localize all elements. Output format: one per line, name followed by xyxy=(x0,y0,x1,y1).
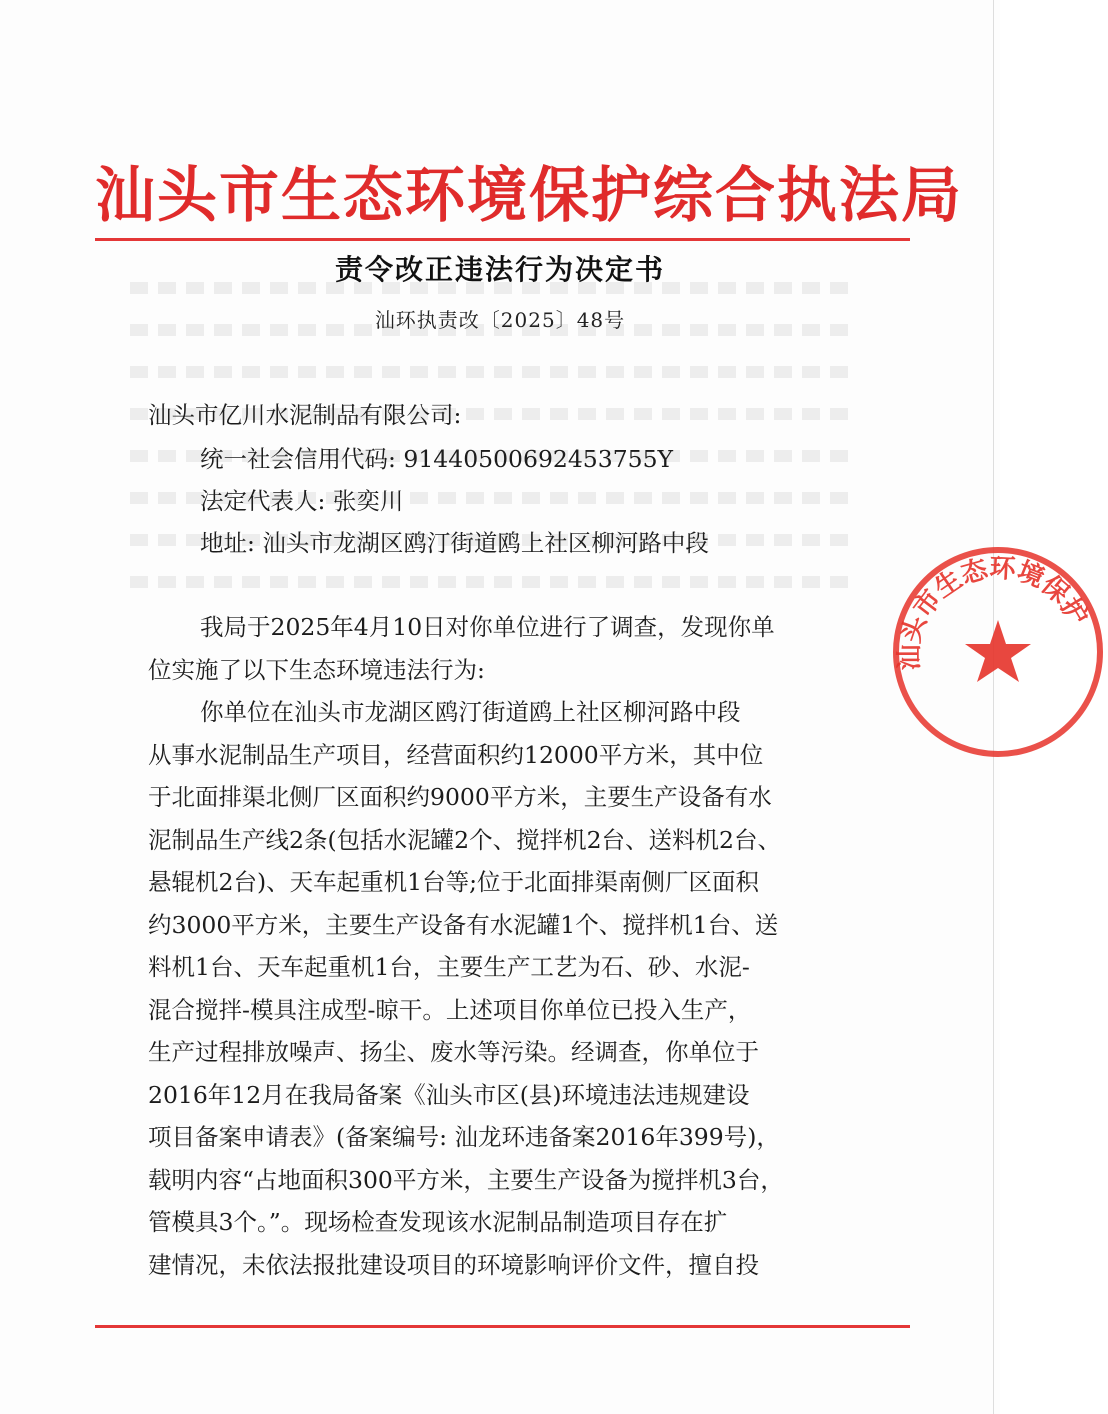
company-address: 地址: 汕头市龙湖区鸥汀街道鸥上社区柳河路中段 xyxy=(200,529,709,557)
svg-text:汕头市生态环境保护: 汕头市生态环境保护 xyxy=(894,553,1094,671)
legal-representative: 法定代表人: 张奕川 xyxy=(200,487,404,515)
agency-title: 汕头市生态环境保护综合执法局 xyxy=(95,161,963,231)
body-line: 我局于2025年4月10日对你单位进行了调查，发现你单 xyxy=(200,613,775,641)
footer-red-rule xyxy=(95,1325,910,1328)
body-line: 2016年12月在我局备案《汕头市区(县)环境违法违规建设 xyxy=(148,1081,750,1109)
header-red-rule xyxy=(95,238,910,241)
body-line: 泥制品生产线2条(包括水泥罐2个、搅拌机2台、送料机2台、 xyxy=(148,826,781,854)
body-line: 生产过程排放噪声、扬尘、废水等污染。经调查，你单位于 xyxy=(148,1038,759,1066)
official-seal-stamp xyxy=(888,542,1108,762)
body-line: 于北面排渠北侧厂区面积约9000平方米，主要生产设备有水 xyxy=(148,783,772,811)
recipient-company: 汕头市亿川水泥制品有限公司: xyxy=(148,401,462,429)
body-line: 建情况，未依法报批建设项目的环境影响评价文件，擅自投 xyxy=(148,1251,759,1279)
body-line: 你单位在汕头市龙湖区鸥汀街道鸥上社区柳河路中段 xyxy=(200,698,741,726)
document-number: 汕环执责改〔2025〕48号 xyxy=(374,308,626,332)
document-title: 责令改正违法行为决定书 xyxy=(334,253,665,286)
body-line: 混合搅拌-模具注成型-晾干。上述项目你单位已投入生产， xyxy=(148,996,752,1024)
body-line: 料机1台、天车起重机1台，主要生产工艺为石、砂、水泥- xyxy=(148,953,750,981)
body-line: 载明内容“占地面积300平方米，主要生产设备为搅拌机3台， xyxy=(148,1166,784,1194)
body-line: 管模具3个。”。现场检查发现该水泥制品制造项目存在扩 xyxy=(148,1208,728,1236)
body-line: 悬辊机2台)、天车起重机1台等;位于北面排渠南侧厂区面积 xyxy=(148,868,759,896)
body-line: 从事水泥制品生产项目，经营面积约12000平方米，其中位 xyxy=(148,741,764,769)
body-line: 位实施了以下生态环境违法行为: xyxy=(148,656,485,684)
credit-code: 统一社会信用代码: 91440500692453755Y xyxy=(200,445,674,473)
body-line: 项目备案申请表》(备案编号: 汕龙环违备案2016年399号)， xyxy=(148,1123,780,1151)
seal-star-icon xyxy=(965,620,1031,682)
body-line: 约3000平方米，主要生产设备有水泥罐1个、搅拌机1台、送 xyxy=(148,911,779,939)
